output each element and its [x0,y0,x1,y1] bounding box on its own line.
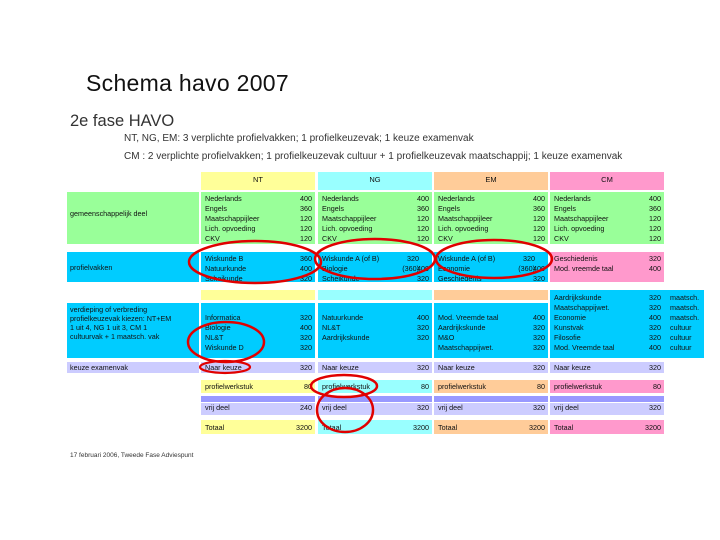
subject-name: Filosofie [554,333,581,342]
exam-choice: Naar keuze [438,363,475,372]
subject-name: Scheikunde [205,274,243,283]
subject-hours: 120 [417,224,429,233]
subject-name: Kunstvak [554,323,584,332]
subject-name: Maatschappijleer [205,214,260,223]
exam-hours: 320 [533,363,545,372]
row-label-choice-text: profielkeuzevak kiezen: NT+EM [70,314,172,323]
subject-name: Aardrijkskunde [438,323,486,332]
subject-hours: 320 [649,303,661,312]
vrij-hours: 240 [300,403,312,412]
subject-hours: 400 [649,194,661,203]
subject-hours: 320 [533,323,545,332]
row-label-choice-text: 1 uit 4, NG 1 uit 3, CM 1 [70,323,148,332]
vrij-hours: 320 [649,403,661,412]
subject-hours: 400 [300,194,312,203]
subject-hours: 400 [533,264,545,273]
subject-hours: 320 [649,254,661,263]
exam-choice: Naar keuze [322,363,359,372]
vrij-label: vrij deel [438,403,463,412]
subject-name: Geschiedenis [438,274,482,283]
column-header-nt: NT [253,175,263,184]
subject-hours: 400 [649,343,661,352]
total-label: Totaal [322,423,342,432]
subject-name: Engels [322,204,344,213]
subject-name: Lich. opvoeding [554,224,605,233]
subject-name: Mod. vreemde taal [554,264,614,273]
subject-hours: 400 [300,264,312,273]
subject-hours: 360 [533,204,545,213]
subject-hours: 400 [649,313,661,322]
pws-hours: 80 [537,382,545,391]
subject-hours: 320 [649,333,661,342]
exam-choice: Naar keuze [205,363,242,372]
subject-category: maatsch. [670,303,700,312]
slide-title: Schema havo 2007 [86,70,289,96]
exam-hours: 320 [300,363,312,372]
subject-name: Engels [205,204,227,213]
pws-hours: 80 [653,382,661,391]
total-label: Totaal [554,423,574,432]
column-header-em: EM [485,175,497,184]
subject-name: Informatica [205,313,241,322]
subject-category: maatsch. [670,293,700,302]
subject-name: Maatschappijleer [554,214,609,223]
pws-label: profielwerkstuk [322,382,370,391]
subject-hours: 400 [417,264,429,273]
subject-name: Aardrijkskunde [322,333,370,342]
subject-name: Natuurkunde [205,264,247,273]
subject-hours: 120 [533,234,545,243]
subject-hours: 320 [300,333,312,342]
subject-hours: 320 [533,274,545,283]
total-hours: 3200 [529,423,545,432]
circle-wiskunde-a-em [436,240,552,278]
subject-category: cultuur [670,323,692,332]
total-hours: 3200 [296,423,312,432]
subtitle-cm: CM : 2 verplichte profielvakken; 1 profielkeuzevak cultuur + 1 profielkeuzevak maatschappij; 1 keuze examenvak [124,151,623,162]
row-label-choice-text: cultuurvak + 1 maatsch. vak [70,332,160,341]
pws-label: profielwerkstuk [205,382,253,391]
subject-name: Wiskunde A (of B) [322,254,380,263]
subject-hours: 320 [533,333,545,342]
subject-name: Engels [554,204,576,213]
subject-name: Maatschappijleer [322,214,377,223]
row-label-exam-text: keuze examenvak [70,363,128,372]
footer-note: 17 februari 2006, Tweede Fase Adviespunt [70,452,194,459]
subject-hours: 120 [300,214,312,223]
total-hours: 3200 [645,423,661,432]
subject-name: CKV [438,234,453,243]
row-label-common-text: gemeenschappelijk deel [70,209,148,218]
subject-hours: 400 [417,313,429,322]
exam-choice: Naar keuze [554,363,591,372]
row-label-choice-text: verdieping of verbreding [70,305,148,314]
row-label-profile-text: profielvakken [70,263,113,272]
subject-name: Natuurkunde [322,313,364,322]
subject-hours: 400 [533,313,545,322]
pws-hours: 80 [304,382,312,391]
column-header-ng: NG [369,175,381,184]
subject-hours: 120 [533,224,545,233]
exam-hours: 320 [649,363,661,372]
subject-hours: 120 [649,214,661,223]
total-label: Totaal [205,423,225,432]
subject-name: Engels [438,204,460,213]
subject-hours: 320 [649,293,661,302]
subject-hours: 360 [417,204,429,213]
subject-hours: 320 [533,343,545,352]
subject-name: Geschiedenis [554,254,598,263]
subject-category: cultuur [670,333,692,342]
subject-hours: 320 [300,343,312,352]
total-hours: 3200 [413,423,429,432]
subject-hours: 320 [417,323,429,332]
subject-hours: 360 [300,204,312,213]
subject-name: Wiskunde D [205,343,244,352]
pws-label: profielwerkstuk [554,382,602,391]
subject-name: Nederlands [554,194,591,203]
subject-hours: 120 [417,214,429,223]
section-heading: 2e fase HAVO [70,112,175,130]
circle-wiskunde-b [189,241,321,283]
subject-name: CKV [554,234,569,243]
circle-profielwerkstuk-ng [311,375,377,397]
circle-vrij-deel [317,388,373,432]
subject-name: Maatschappijwet. [554,303,610,312]
subject-hours: 400 [649,264,661,273]
subject-name: Nederlands [438,194,475,203]
subject-hours: 320 (360) [402,254,419,273]
subject-hours: 320 [300,313,312,322]
subject-name: M&O [438,333,455,342]
subject-hours: 320 [417,274,429,283]
subject-name: Lich. opvoeding [438,224,489,233]
subject-hours: 360 [649,204,661,213]
subject-name: NL&T [322,323,341,332]
subject-category: cultuur [670,343,692,352]
subject-name: Biologie [205,323,231,332]
subject-name: CKV [322,234,337,243]
subject-name: Mod. Vreemde taal [438,313,499,322]
subject-hours: 120 [533,214,545,223]
subject-name: Scheikunde [322,274,360,283]
subject-hours: 120 [417,234,429,243]
subject-name: Wiskunde B [205,254,244,263]
subject-name: Nederlands [205,194,242,203]
subject-hours: 120 [300,234,312,243]
subject-name: NL&T [205,333,224,342]
total-label: Totaal [438,423,458,432]
subject-name: Mod. Vreemde taal [554,343,615,352]
exam-hours: 320 [417,363,429,372]
subject-hours: 120 [300,224,312,233]
vrij-hours: 320 [533,403,545,412]
circle-nlt-wiskunde-d [188,322,264,362]
subtitle-nt-ng-em: NT, NG, EM: 3 verplichte profielvakken; 1 profielkeuzevak; 1 keuze examenvak [124,133,474,144]
subject-hours: 120 [649,234,661,243]
subject-name: Maatschappijwet. [438,343,494,352]
subject-name: Aardrijkskunde [554,293,602,302]
pws-hours: 80 [421,382,429,391]
subject-name: CKV [205,234,220,243]
subject-hours: 120 [649,224,661,233]
subject-name: Lich. opvoeding [205,224,256,233]
subject-hours: 320 [417,333,429,342]
subject-hours: 360 [300,254,312,263]
circle-wiskunde-a-ng [315,239,435,279]
subject-hours: 320 [300,274,312,283]
subject-hours: 320 (360) [518,254,535,273]
subject-hours: 320 [649,323,661,332]
subject-category: maatsch. [670,313,700,322]
subject-name: Economie [438,264,470,273]
subject-name: Economie [554,313,586,322]
subject-name: Maatschappijleer [438,214,493,223]
subject-name: Biologie [322,264,348,273]
vrij-hours: 320 [417,403,429,412]
subject-hours: 400 [417,194,429,203]
subject-name: Nederlands [322,194,359,203]
vrij-label: vrij deel [205,403,230,412]
pws-label: profielwerkstuk [438,382,486,391]
vrij-label: vrij deel [554,403,579,412]
vrij-label: vrij deel [322,403,347,412]
subject-hours: 400 [533,194,545,203]
subject-name: Lich. opvoeding [322,224,373,233]
subject-hours: 400 [300,323,312,332]
subject-name: Wiskunde A (of B) [438,254,496,263]
column-header-cm: CM [601,175,613,184]
